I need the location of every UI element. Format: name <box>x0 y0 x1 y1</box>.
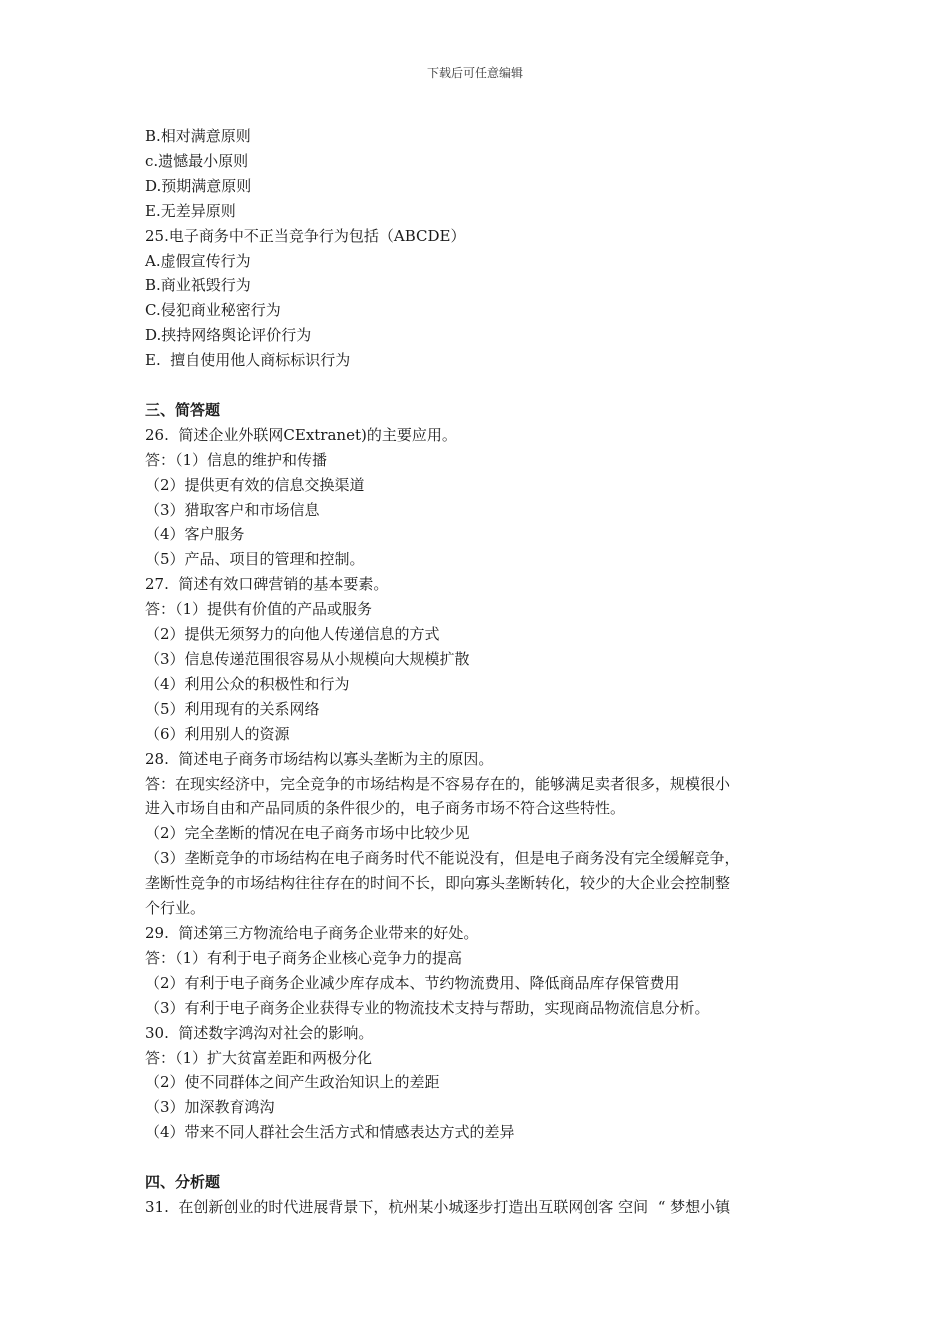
text-line: （2）完全垄断的情况在电子商务市场中比较少见 <box>145 824 470 843</box>
blank-line <box>145 1145 810 1170</box>
text-line: （3）猎取客户和市场信息 <box>145 500 320 519</box>
text-line: E.无差异原则 <box>145 201 236 220</box>
text-line: 答：在现实经济中，完全竞争的市场结构是不容易存在的，能够满足卖者很多，规模很小 <box>145 774 731 793</box>
text-line: B.相对满意原则 <box>145 127 251 145</box>
text-line: （3）垄断竞争的市场结构在电子商务时代不能说没有，但是电子商务没有完全缓解竞争， <box>145 849 740 868</box>
text-line: （3）信息传递范围很容易从小规模向大规模扩散 <box>145 650 470 669</box>
text-line: 个行业。 <box>145 899 206 918</box>
section-heading: 四、分析题 <box>145 1173 221 1192</box>
text-line: （3）加深教育鸿沟 <box>145 1098 275 1117</box>
text-line: （4）利用公众的积极性和行为 <box>145 674 350 693</box>
text-line: （2）使不同群体之间产生政治知识上的差距 <box>145 1073 440 1092</box>
blank-line <box>145 373 810 398</box>
section-heading: 三、简答题 <box>145 400 221 419</box>
text-line: 26. 简述企业外联网CExtranet)的主要应用。 <box>145 425 457 444</box>
text-line: 30. 简述数字鸿沟对社会的影响。 <box>145 1023 374 1042</box>
text-line: （5）产品、项目的管理和控制。 <box>145 550 365 569</box>
text-line: （2）有利于电子商务企业减少库存成本、节约物流费用、降低商品库存保管费用 <box>145 973 680 992</box>
text-line: E. 擅自使用他人商标标识行为 <box>145 351 351 370</box>
text-line: C.侵犯商业秘密行为 <box>145 301 281 320</box>
text-line: A.虚假宣传行为 <box>145 251 251 270</box>
text-line: （5）利用现有的关系网络 <box>145 699 320 718</box>
text-line: 25.电子商务中不正当竞争行为包括（ABCDE） <box>145 226 466 245</box>
page-header: 下载后可任意编辑 <box>426 66 523 80</box>
text-line: （3）有利于电子商务企业获得专业的物流技术支持与帮助，实现商品物流信息分析。 <box>145 998 710 1017</box>
text-line: 答：（1）提供有价值的产品或服务 <box>145 600 373 619</box>
text-line: （2）提供无须努力的向他人传递信息的方式 <box>145 625 440 644</box>
document-body <box>145 124 810 1220</box>
text-line: D.挟持网络舆论评价行为 <box>145 326 312 345</box>
text-line: D.预期满意原则 <box>145 176 252 195</box>
text-line: （4）带来不同人群社会生活方式和情感表达方式的差异 <box>145 1123 515 1142</box>
text-line: 28. 简述电子商务市场结构以寡头垄断为主的原因。 <box>145 749 494 768</box>
text-line: 答：（1）扩大贫富差距和两极分化 <box>145 1048 373 1067</box>
text-line: （4）客户服务 <box>145 525 245 544</box>
text-line: 27. 简述有效口碑营销的基本要素。 <box>145 575 389 594</box>
text-line: 垄断性竞争的市场结构往往存在的时间不长，即向寡头垄断转化，较少的大企业会控制整 <box>145 874 731 893</box>
text-line: 进入市场自由和产品同质的条件很少的，电子商务市场不符合这些特性。 <box>145 799 626 818</box>
text-line: （2）提供更有效的信息交换渠道 <box>145 475 365 494</box>
text-line: 31. 在创新创业的时代进展背景下，杭州某小城逐步打造出互联网创客 空间 “ 梦想小镇 <box>145 1197 731 1216</box>
text-line: （6）利用别人的资源 <box>145 724 290 743</box>
text-line: 29. 简述第三方物流给电子商务企业带来的好处。 <box>145 923 479 942</box>
text-line: B.商业祇毁行为 <box>145 276 251 295</box>
text-line: 答：（1）信息的维护和传播 <box>145 450 328 469</box>
text-line: c.遗憾最小原则 <box>145 151 249 170</box>
text-line: 答：（1）有利于电子商务企业核心竞争力的提高 <box>145 948 463 967</box>
